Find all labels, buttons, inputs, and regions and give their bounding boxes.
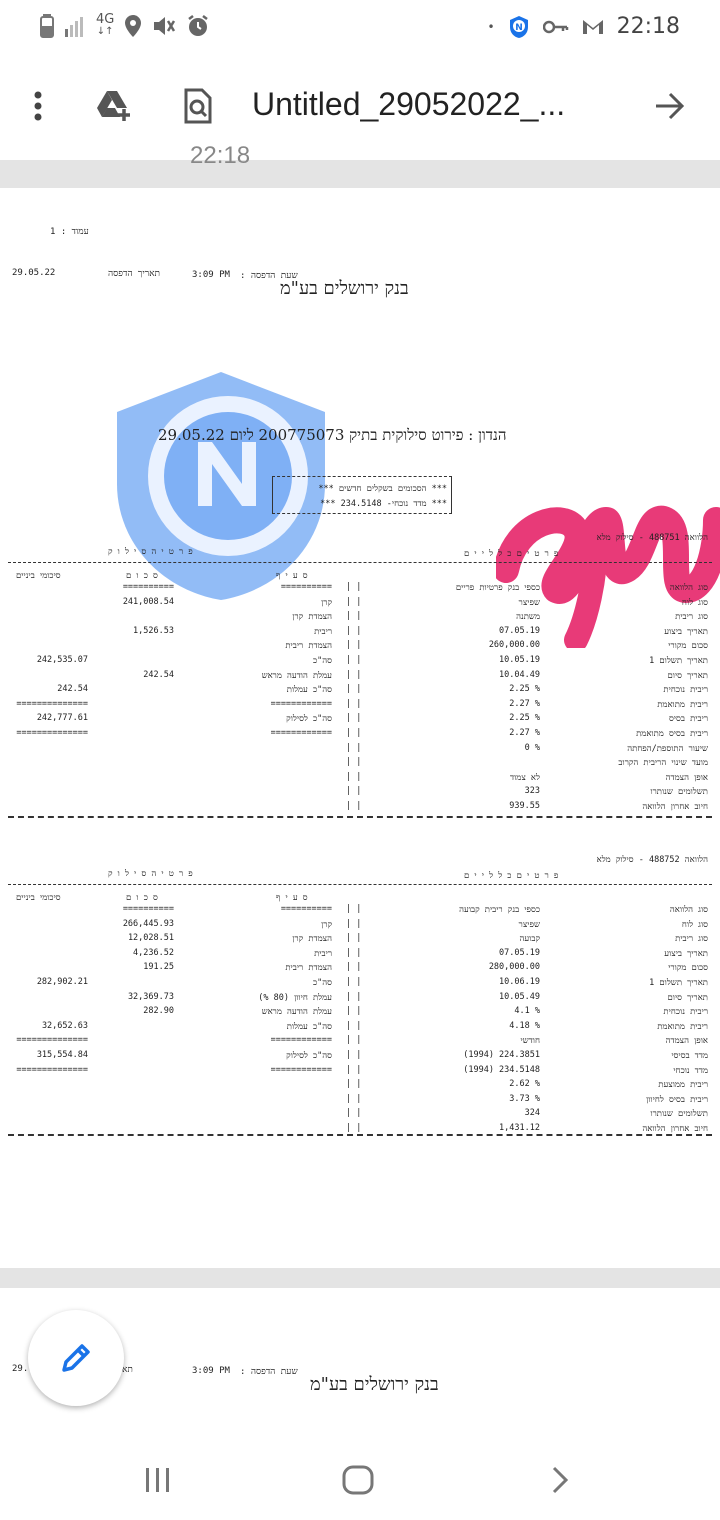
payoff-subtotal: 315,554.84: [36, 1050, 88, 1060]
general-label: תאריך תשלום 1: [649, 978, 708, 988]
column-separator: | |: [346, 582, 362, 592]
table-row: [8, 992, 712, 1006]
svg-text:N: N: [514, 22, 523, 33]
column-separator: | |: [346, 918, 362, 929]
column-separator: | |: [346, 596, 362, 607]
column-separator: | |: [346, 1093, 362, 1104]
column-separator: | |: [346, 611, 362, 622]
general-value: 10.05.19: [499, 655, 540, 665]
payoff-item: עמלת חיוון (80 %): [258, 992, 332, 1003]
index-note: *** מדד נוכחי- 234.5148 ***: [272, 496, 452, 513]
print-time: 3:09 PM: [192, 1366, 230, 1376]
payoff-item: הצמדת קרן: [292, 612, 332, 623]
payoff-item: סה"כ עמלות: [286, 1021, 332, 1032]
loan-title: הלוואה 488752 - סילוק מלא: [596, 855, 708, 865]
col-item: ס ע י ף: [276, 571, 308, 581]
general-label: אופן הצמדה: [665, 1036, 708, 1047]
general-value: 2.27 %: [509, 698, 540, 709]
table-row: [8, 948, 712, 962]
column-separator: | |: [346, 962, 362, 973]
table-row: [8, 670, 712, 684]
table-row: [8, 597, 712, 611]
table-row: [8, 1050, 712, 1064]
payoff-item: סה"כ: [313, 978, 332, 988]
column-separator: | |: [346, 1064, 362, 1075]
general-value: שפיצר: [518, 919, 540, 930]
general-label: תאריך סיום: [667, 992, 708, 1003]
general-label: סוג ריבית: [675, 934, 708, 945]
print-time-label: שעת הדפסה :: [240, 271, 298, 281]
payoff-item: ============: [270, 1064, 332, 1075]
status-right: [488, 14, 680, 39]
loan-section-2: [8, 854, 712, 1154]
bank-name: בנק ירושלים בע"מ: [280, 278, 409, 299]
more-options-icon[interactable]: [18, 84, 58, 128]
general-label: ריבית בסיס מתואמת: [636, 729, 708, 739]
general-value: 07.05.19: [499, 947, 540, 958]
column-separator: | |: [346, 801, 362, 811]
column-separator: | |: [346, 757, 362, 768]
general-label: מדד נוכחי: [673, 1065, 708, 1076]
general-label: תאריך סיום: [667, 670, 708, 681]
table-row: [8, 933, 712, 947]
payoff-amount: 242.54: [143, 669, 174, 680]
general-label: תשלומים שנותרו: [650, 1109, 708, 1120]
payoff-subtotal: 32,652.63: [41, 1020, 88, 1031]
general-label: מדד בסיסי: [671, 1051, 708, 1061]
general-value: כספי בנק פרטיות פריים: [455, 583, 540, 593]
column-separator: | |: [346, 904, 362, 914]
table-row: [8, 1035, 712, 1049]
payoff-amount: 191.25: [143, 962, 174, 973]
table-row: [8, 962, 712, 976]
column-separator: | |: [346, 1123, 362, 1133]
table-row: [8, 1094, 712, 1108]
general-label: תשלומים שנותרו: [650, 787, 708, 798]
back-icon[interactable]: [540, 1462, 580, 1498]
table-row: [8, 655, 712, 669]
payoff-amount: 4,236.52: [133, 947, 174, 958]
general-label: ריבית ממוצעת: [658, 1080, 708, 1091]
general-label: סוג הלוואה: [669, 583, 708, 593]
general-value: 2.25 %: [509, 684, 540, 695]
payoff-amount: 12,028.51: [127, 933, 174, 944]
payoff-subtotal: 242,535.07: [36, 655, 88, 665]
system-navigation-bar: [0, 1438, 720, 1520]
general-label: מועד שינוי הריבית הקרוב: [618, 758, 708, 769]
general-value: (1994) 224.3851: [463, 1050, 540, 1060]
general-header: פ ר ט י ם כ ל ל י י ם: [464, 871, 559, 881]
payoff-amount: 266,445.93: [122, 918, 174, 929]
print-date-label: תא: [122, 1365, 133, 1375]
general-value: 10.04.49: [499, 669, 540, 680]
general-value: 10.06.19: [499, 977, 540, 987]
col-item: ס ע י ף: [276, 893, 308, 903]
general-value: קבועה: [519, 934, 540, 945]
payoff-subtotal: ==============: [16, 1035, 88, 1046]
column-separator: | |: [346, 947, 362, 958]
general-value: 324: [524, 1108, 540, 1119]
add-to-drive-icon[interactable]: [92, 84, 136, 128]
signal-icon: [64, 15, 86, 37]
payoff-amount: 241,008.54: [122, 596, 174, 607]
document-subject: הנדון : פירוט סילוקית בתיק 200775073 ליום 29.05.22: [158, 426, 507, 444]
general-value: 280,000.00: [488, 962, 540, 973]
payoff-item: סה"כ לסילוק: [286, 1051, 332, 1061]
gmail-icon: [581, 18, 605, 36]
table-row: [8, 757, 712, 771]
payoff-header: פ ר ט י ה ס י ל ו ק: [108, 869, 193, 879]
dot-icon: •: [487, 19, 495, 34]
general-label: שיעור התוספת/הפחתה: [627, 743, 708, 754]
payoff-item: ============: [270, 728, 332, 738]
table-row: [8, 626, 712, 640]
general-header: פ ר ט י ם כ ל ל י י ם: [464, 549, 559, 559]
table-row: [8, 1108, 712, 1122]
general-label: תאריך ביצוע: [664, 948, 708, 959]
alarm-icon: [186, 14, 210, 38]
payoff-item: עמלת הודעה מראש: [261, 1007, 332, 1018]
general-value: חודשי: [520, 1036, 540, 1047]
battery-icon: [40, 14, 54, 38]
payoff-item: סה"כ עמלות: [286, 685, 332, 696]
general-label: ריבית נוכחית: [663, 1007, 708, 1018]
payoff-item: ============: [270, 1035, 332, 1046]
payoff-amount: ==========: [122, 582, 174, 592]
column-separator: | |: [346, 1050, 362, 1060]
general-value: שפיצר: [518, 597, 540, 608]
print-date: 29.: [12, 1364, 29, 1374]
payoff-item: סה"כ: [313, 656, 332, 666]
general-value: 2.62 %: [509, 1079, 540, 1090]
payoff-item: קרן: [321, 919, 332, 930]
document-title: Untitled_29052022_...: [252, 86, 566, 122]
payoff-amount: 282.90: [143, 1006, 174, 1017]
table-row: [8, 801, 712, 815]
column-separator: | |: [346, 786, 362, 797]
print-date-label: תאריך הדפסה: [108, 269, 161, 279]
payoff-amount: 32,369.73: [127, 991, 174, 1002]
general-label: אופן הצמדה: [665, 772, 708, 783]
general-value: 07.05.19: [499, 625, 540, 636]
column-separator: | |: [346, 771, 362, 782]
table-row: [8, 919, 712, 933]
table-row: [8, 1079, 712, 1093]
general-label: ריבית מתואמת: [657, 699, 708, 710]
general-value: 323: [524, 786, 540, 797]
key-icon: [543, 19, 569, 35]
general-label: ריבית מתואמת: [657, 1021, 708, 1032]
general-value: (1994) 234.5148: [463, 1064, 540, 1075]
print-date: 29.05.22: [12, 268, 56, 278]
payoff-item: סה"כ לסילוק: [286, 714, 332, 725]
column-separator: | |: [346, 1079, 362, 1090]
general-label: חיוב אחרון הלוואה: [642, 802, 708, 812]
bank-name: בנק ירושלים בע"מ: [310, 1374, 439, 1395]
payoff-item: קרן: [321, 597, 332, 608]
payoff-item: הצמדת ריבית: [285, 641, 332, 652]
table-row: [8, 611, 712, 625]
column-separator: | |: [346, 977, 362, 987]
payoff-subtotal: 242,777.61: [36, 713, 88, 724]
general-label: ריבית בסיס לחיוון: [646, 1094, 708, 1105]
general-label: סוג הלוואה: [669, 905, 708, 915]
search-document-icon[interactable]: [178, 84, 218, 128]
home-icon[interactable]: [338, 1462, 378, 1498]
column-separator: | |: [346, 655, 362, 665]
column-separator: | |: [346, 1035, 362, 1046]
table-row: [8, 1006, 712, 1020]
loan-title: הלוואה 488751 - סילוק מלא: [596, 533, 708, 543]
print-time: 3:09 PM: [192, 270, 230, 280]
general-label: תאריך תשלום 1: [649, 656, 708, 666]
page-number: עמוד : 1: [50, 227, 89, 237]
general-label: סוג לוח: [681, 919, 708, 930]
table-row: [8, 977, 712, 991]
general-label: סכום מקורי: [668, 641, 708, 652]
payoff-item: ==========: [280, 904, 332, 914]
table-row: [8, 582, 712, 596]
loan-section-1: [8, 532, 712, 822]
payoff-header: פ ר ט י ה ס י ל ו ק: [108, 547, 193, 557]
general-value: 3.73 %: [509, 1093, 540, 1104]
clock: 22:18: [616, 14, 680, 39]
table-row: [8, 786, 712, 800]
column-separator: | |: [346, 625, 362, 636]
payoff-item: עמלת הודעה מראש: [261, 670, 332, 681]
table-row: [8, 640, 712, 654]
status-left-icons: [40, 14, 210, 38]
general-value: כספי בנק ריבית קבועה: [459, 905, 540, 915]
column-separator: | |: [346, 1006, 362, 1017]
column-separator: | |: [346, 684, 362, 695]
table-row: [8, 713, 712, 727]
document-page-1: [0, 188, 720, 1268]
general-label: סכום מקורי: [668, 963, 708, 974]
table-row: [8, 772, 712, 786]
general-value: 4.18 %: [509, 1020, 540, 1031]
general-value: 260,000.00: [488, 640, 540, 651]
col-amount: ס כ ו ם: [126, 893, 158, 903]
payoff-amount: 1,526.53: [133, 625, 174, 636]
payoff-subtotal: 282,902.21: [36, 977, 88, 987]
print-time-label: שעת הדפסה :: [240, 1367, 298, 1377]
general-label: סוג לוח: [681, 597, 708, 608]
location-icon: [124, 14, 142, 38]
column-separator: | |: [346, 713, 362, 724]
payoff-item: ריבית: [314, 626, 332, 637]
table-row: [8, 1065, 712, 1079]
viewer-toolbar: [0, 56, 720, 160]
column-separator: | |: [346, 640, 362, 651]
payoff-subtotal: ==============: [16, 728, 88, 738]
column-separator: | |: [346, 742, 362, 753]
viewer-timestamp: 22:18: [190, 142, 251, 169]
payoff-subtotal: ==============: [16, 698, 88, 709]
general-value: 0 %: [524, 742, 540, 753]
general-value: 939.55: [509, 801, 540, 811]
currency-note-box: [272, 476, 452, 514]
general-value: לא צמוד: [510, 772, 540, 783]
payoff-item: הצמדת קרן: [292, 934, 332, 945]
table-row: [8, 684, 712, 698]
edit-button[interactable]: [28, 1310, 124, 1406]
general-label: תאריך ביצוע: [664, 626, 708, 637]
col-amount: ס כ ו ם: [126, 571, 158, 581]
general-label: סוג ריבית: [675, 612, 708, 623]
column-separator: | |: [346, 991, 362, 1002]
column-separator: | |: [346, 1108, 362, 1119]
network-type: 4G ↓↑: [96, 12, 115, 37]
payoff-amount: ==========: [122, 904, 174, 914]
general-label: ריבית נוכחית: [663, 685, 708, 696]
recents-icon[interactable]: [138, 1462, 178, 1498]
payoff-item: ============: [270, 698, 332, 709]
currency-note: *** הסכומים בשקלים חדשים ***: [272, 477, 452, 496]
table-row: [8, 699, 712, 713]
mute-icon: [152, 15, 176, 37]
open-arrow-icon[interactable]: [650, 84, 690, 128]
general-value: 2.25 %: [509, 713, 540, 724]
col-subtotal: סיכומי ביניים: [16, 893, 61, 903]
general-value: 1,431.12: [499, 1123, 540, 1133]
column-separator: | |: [346, 698, 362, 709]
general-value: 4.1 %: [514, 1006, 540, 1017]
table-row: [8, 1021, 712, 1035]
payoff-subtotal: ==============: [16, 1064, 88, 1075]
column-separator: | |: [346, 728, 362, 738]
status-bar: [0, 0, 720, 56]
payoff-item: ==========: [280, 582, 332, 592]
column-separator: | |: [346, 1020, 362, 1031]
column-separator: | |: [346, 669, 362, 680]
general-value: 2.27 %: [509, 728, 540, 738]
column-separator: | |: [346, 933, 362, 944]
payoff-item: ריבית: [314, 948, 332, 959]
vpn-icon: [507, 15, 531, 39]
general-value: משתנה: [516, 612, 540, 623]
table-row: [8, 904, 712, 918]
payoff-item: הצמדת ריבית: [285, 963, 332, 974]
general-value: 10.05.49: [499, 991, 540, 1002]
table-row: [8, 728, 712, 742]
table-row: [8, 743, 712, 757]
general-label: ריבית בסיס: [668, 714, 708, 725]
col-subtotal: סיכומי ביניים: [16, 571, 61, 581]
general-label: חיוב אחרון הלוואה: [642, 1124, 708, 1134]
payoff-subtotal: 242.54: [57, 684, 88, 695]
edit-pencil-icon: [58, 1340, 94, 1376]
